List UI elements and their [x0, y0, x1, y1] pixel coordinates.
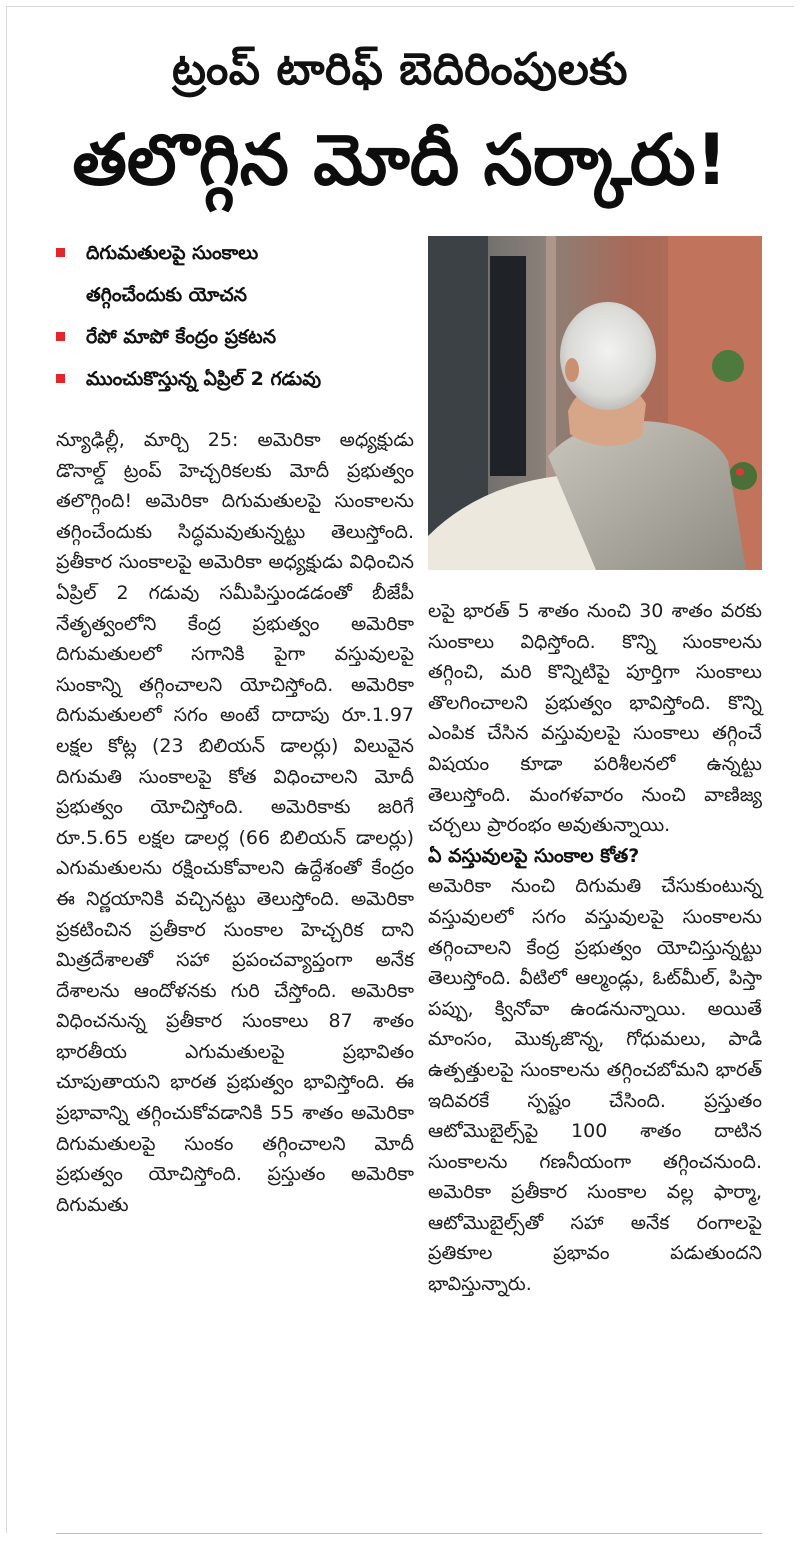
highlight-item [56, 358, 416, 400]
highlights-list [56, 232, 416, 400]
headline-main: తలొగ్గిన మోదీ సర్కారు! [72, 119, 728, 201]
red-square-bullet-icon [56, 374, 65, 383]
article-paragraph: లపై భారత్ 5 శాతం నుంచి 30 శాతం వరకు సుంకాలు విధిస్తోంది. కొన్ని సుంకాలను తగ్గించి, మరి కొన్నిటిపై పూర్తిగా సుంకాలు తొలగించాలని ప్రభుత్వం భావిస్తోంది. కొన్ని ఎంపిక చేసిన వస్తువులపై సుంకాలు తగ్గించే విషయం కూడా పరిశీలనలో ఉన్నట్టు తెలుస్తోంది. మంగళవారం నుంచి వాణిజ్య చర్చలు ప్రారంభం అవుతున్నాయి. [428, 600, 762, 837]
highlight-item [56, 232, 416, 316]
highlight-item [56, 316, 416, 358]
highlight-text: ముంచుకొస్తున్న ఏప్రిల్ 2 గడువు [86, 368, 322, 390]
section-subheading: ఏ వస్తువులపై సుంకాల కోత? [428, 844, 640, 867]
highlight-text: రేపో మాపో కేంద్రం ప్రకటన [86, 326, 277, 348]
article-paragraph: న్యూఢిల్లీ, మార్చి 25: అమెరికా అధ్యక్షుడు డొనాల్డ్ ట్రంప్ హెచ్చరికలకు మోదీ ప్రభుత్వం తలొగ్గింది! అమెరికా దిగుమతులపై సుంకాలను తగ్గించేందుకు సిద్ధమవుతున్నట్టు తెలుస్తోంది. ప్రతీకార సుంకాలపై అమెరికా అధ్యక్షుడు విధించిన ఏప్రిల్ 2 గడువు సమీపిస్తుండడంతో బీజేపీ నేతృత్వంలోని కేంద్ర ప్రభుత్వం అమెరికా దిగుమతులలో సగానికి పైగా వస్తువులపై సుంకాన్ని తగ్గించాలని యోచిస్తోంది. అమెరికా దిగుమతులలో సగం అంటే దాదాపు రూ.1.97 లక్షల కోట్ల (23 బిలియన్ డాలర్లు) విలువైన దిగుమతి సుంకాలపై కోత విధించాలని మోదీ ప్రభుత్వం యోచిస్తోంది. అమెరికాకు జరిగే రూ.5.65 లక్షల డాలర్ల (66 బిలియన్ డాలర్లు) ఎగుమతులను రక్షించుకోవాలని ఉద్దేశంతో కేంద్రం ఈ నిర్ణయానికి వచ్చినట్టు తెలుస్తోంది. అమెరికా ప్రకటించిన ప్రతీకార సుంకాల హెచ్చరిక దాని మిత్రదేశాలతో సహా ప్రపంచవ్యాప్తంగా అనేక దేశాలను ఆందోళనకు గురి చేస్తోంది. అమెరికా విధించనున్న ప్రతీకార సుంకాలు 87 శాతం భారతీయ ఎగుమతులపై ప్రభావితం చూపుతాయని భారత ప్రభుత్వం భావిస్తోంది. ఈ ప్రభావాన్ని తగ్గించుకోవడానికి 55 శాతం అమెరికా దిగుమతులపై సుంకం తగ్గించాలని మోదీ ప్రభుత్వం యోచిస్తోంది. ప్రస్తుతం అమెరికా దిగుమతు [56, 429, 414, 1216]
article-body-right-column [428, 596, 762, 1300]
article-body-left-column [56, 425, 414, 1220]
red-square-bullet-icon [56, 332, 65, 341]
bottom-divider [56, 1533, 762, 1534]
red-square-bullet-icon [56, 248, 65, 257]
article-paragraph: అమెరికా నుంచి దిగుమతి చేసుకుంటున్న వస్తువులలో సగం వస్తువులపై సుంకాలను తగ్గించాలని కేంద్ర ప్రభుత్వం యోచిస్తున్నట్టు తెలుస్తోంది. వీటిలో ఆల్మండ్లు, ఓట్‌మీల్, పిస్తా పప్పు, క్వినోవా ఉండనున్నాయి. అయితే మాంసం, మొక్కజొన్న, గోధుమలు, పాడి ఉత్పత్తులపై సుంకాలను తగ్గించబోమని భారత్ ఇదివరకే స్పష్టం చేసింది. ప్రస్తుతం ఆటోమొబైల్స్‌పై 100 శాతం దాటిన సుంకాలను గణనీయంగా తగ్గించనుంది. అమెరికా ప్రతీకార సుంకాల వల్ల ఫార్మా, ఆటోమొబైల్స్‌తో సహా అనేక రంగాలపై ప్రతికూల ప్రభావం పడుతుందని భావిస్తున్నారు. [428, 875, 762, 1296]
highlight-text-continued: తగ్గించేందుకు యోచన [86, 284, 247, 306]
highlight-text: దిగుమతులపై సుంకాలు [86, 242, 259, 264]
person-back-photo [428, 236, 762, 570]
headline-kicker: ట్రంప్ టారిఫ్ బెదిరింపులకు [172, 44, 628, 95]
